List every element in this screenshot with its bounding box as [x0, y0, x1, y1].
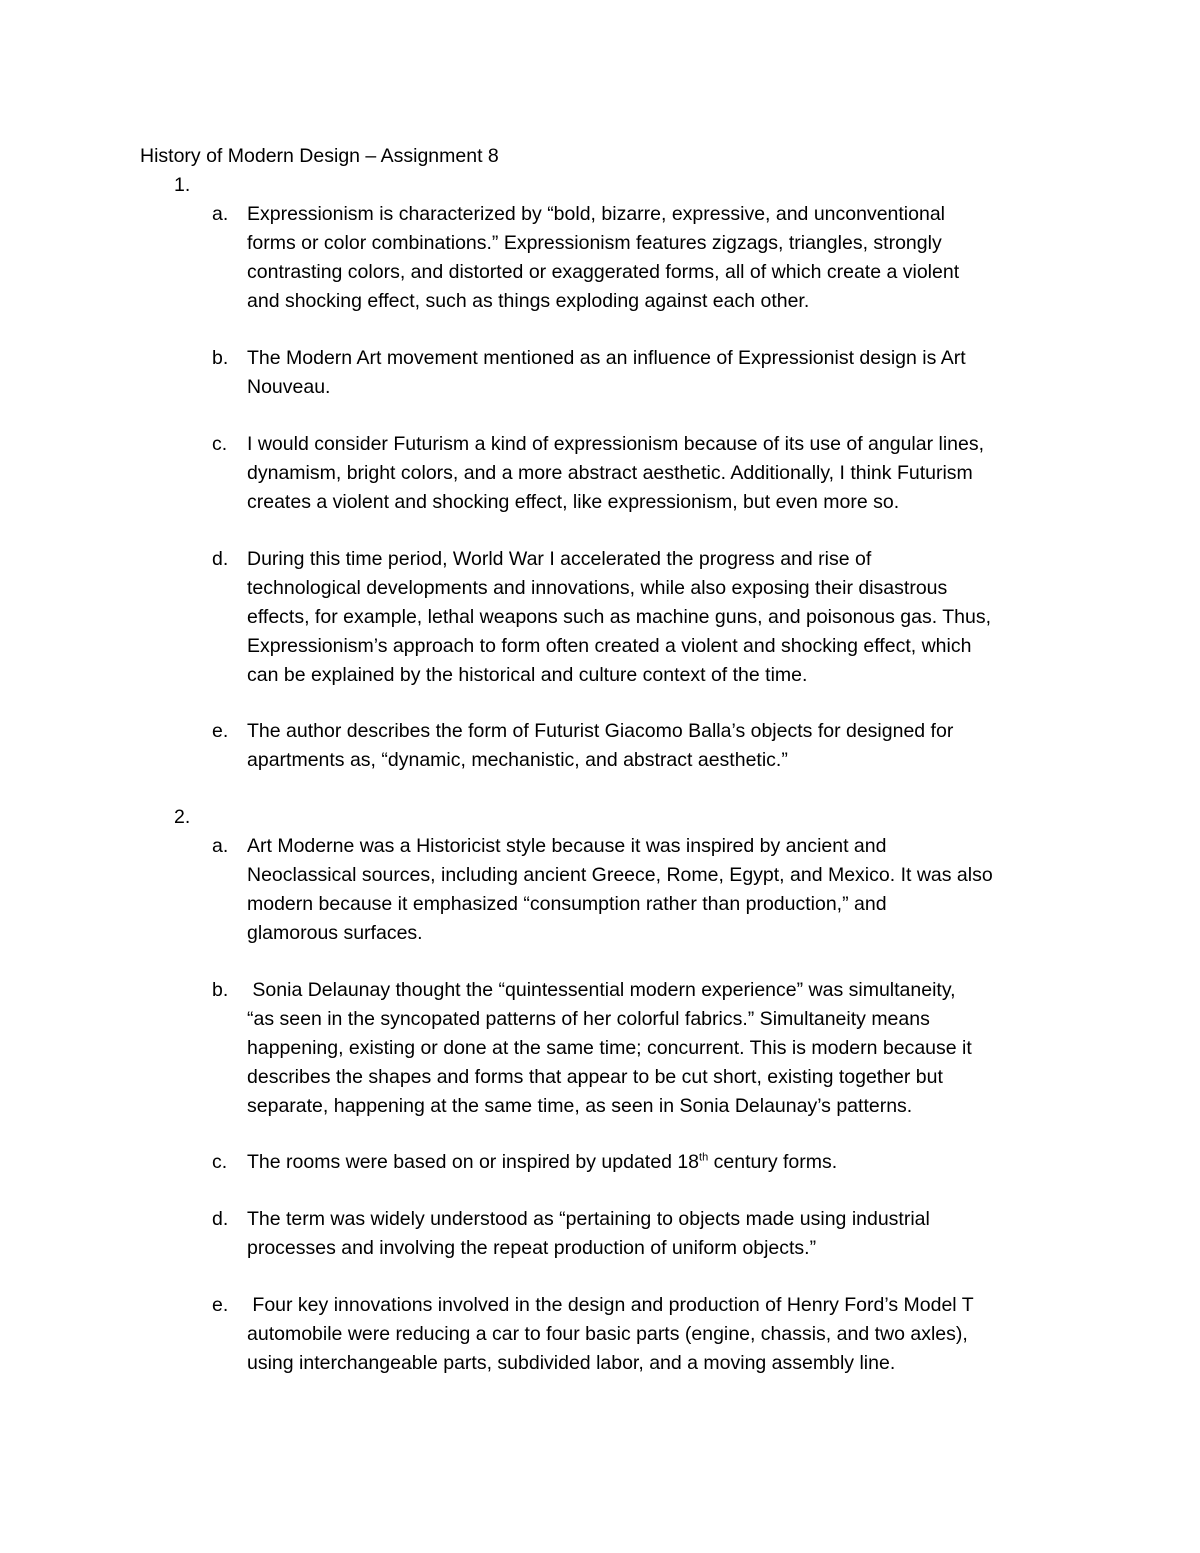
answer-item: [212, 430, 1082, 517]
text-line: contrasting colors, and distorted or exaggerated forms, all of which create a violent: [247, 261, 960, 283]
text-line: forms or color combinations.” Expressionism features zigzags, triangles, strongly: [247, 232, 942, 254]
text-line: automobile were reducing a car to four basic parts (engine, chassis, and two axles),: [247, 1323, 968, 1345]
answer-item: [212, 200, 1082, 316]
answer-item: [212, 1291, 1082, 1378]
item-letter: c.: [212, 433, 228, 455]
item-letter: d.: [212, 1208, 229, 1230]
text-line: separate, happening at the same time, as seen in Sonia Delaunay’s patterns.: [247, 1095, 913, 1117]
answer-item: [212, 1148, 1082, 1177]
ordinal-superscript: th: [699, 1151, 709, 1164]
text-line: glamorous surfaces.: [247, 922, 423, 944]
item-text: [247, 717, 1082, 775]
answer-item: [212, 1205, 1082, 1263]
text-line: [247, 1148, 1082, 1177]
text-line: processes and involving the repeat production of uniform objects.”: [247, 1237, 817, 1259]
text-line: Neoclassical sources, including ancient Greece, Rome, Egypt, and Mexico. It was also: [247, 864, 993, 886]
text-line: Expressionism’s approach to form often created a violent and shocking effect, which: [247, 635, 972, 657]
text-line: effects, for example, lethal weapons such as machine guns, and poisonous gas. Thus,: [247, 606, 991, 628]
item-text: [247, 545, 1082, 690]
item-text: [247, 832, 1082, 948]
item-text: [247, 1205, 1082, 1263]
text-line: modern because it emphasized “consumption rather than production,” and: [247, 893, 887, 915]
answer-item: [212, 344, 1082, 402]
text-segment: The rooms were based on or inspired by updated 18: [247, 1151, 700, 1173]
text-line: using interchangeable parts, subdivided labor, and a moving assembly line.: [247, 1352, 896, 1374]
text-line: Sonia Delaunay thought the “quintessential modern experience” was simultaneity,: [247, 979, 956, 1001]
item-letter: e.: [212, 720, 229, 742]
answer-item: [212, 545, 1082, 690]
item-letter: b.: [212, 347, 229, 369]
text-line: The Modern Art movement mentioned as an influence of Expressionist design is Art: [247, 347, 966, 369]
question-number: 1.: [174, 174, 191, 196]
text-line: Four key innovations involved in the design and production of Henry Ford’s Model T: [247, 1294, 974, 1316]
text-line: I would consider Futurism a kind of expressionism because of its use of angular lines,: [247, 433, 985, 455]
text-line: “as seen in the syncopated patterns of her colorful fabrics.” Simultaneity means: [247, 1008, 930, 1030]
text-line: dynamism, bright colors, and a more abstract aesthetic. Additionally, I think Futurism: [247, 462, 973, 484]
text-line: Nouveau.: [247, 376, 331, 398]
text-line: The author describes the form of Futurist Giacomo Balla’s objects for designed for: [247, 720, 954, 742]
text-line: and shocking effect, such as things exploding against each other.: [247, 290, 810, 312]
item-text: [247, 976, 1082, 1121]
item-letter: b.: [212, 979, 229, 1001]
item-letter: a.: [212, 835, 229, 857]
item-letter: e.: [212, 1294, 229, 1316]
text-line: During this time period, World War I accelerated the progress and rise of: [247, 548, 872, 570]
item-letter: d.: [212, 548, 229, 570]
item-text: [247, 1291, 1082, 1378]
text-line: can be explained by the historical and culture context of the time.: [247, 664, 808, 686]
item-text: [247, 430, 1082, 517]
text-segment: century forms.: [708, 1151, 838, 1173]
text-line: happening, existing or done at the same time; concurrent. This is modern because it: [247, 1037, 972, 1059]
item-text: [247, 200, 1082, 316]
text-line: The term was widely understood as “pertaining to objects made using industrial: [247, 1208, 930, 1230]
text-line: Art Moderne was a Historicist style because it was inspired by ancient and: [247, 835, 887, 857]
item-text: [247, 1148, 1082, 1177]
text-line: describes the shapes and forms that appear to be cut short, existing together but: [247, 1066, 943, 1088]
item-letter: a.: [212, 203, 229, 225]
document-title: History of Modern Design – Assignment 8: [140, 145, 499, 167]
item-text: [247, 344, 1082, 402]
text-line: apartments as, “dynamic, mechanistic, and abstract aesthetic.”: [247, 749, 788, 771]
text-line: creates a violent and shocking effect, like expressionism, but even more so.: [247, 491, 900, 513]
answer-item: [212, 832, 1082, 948]
answer-item: [212, 976, 1082, 1121]
item-letter: c.: [212, 1151, 228, 1173]
text-line: technological developments and innovations, while also exposing their disastrous: [247, 577, 948, 599]
text-line: Expressionism is characterized by “bold, bizarre, expressive, and unconventional: [247, 203, 946, 225]
answer-item: [212, 717, 1082, 775]
question-number: 2.: [174, 806, 191, 828]
